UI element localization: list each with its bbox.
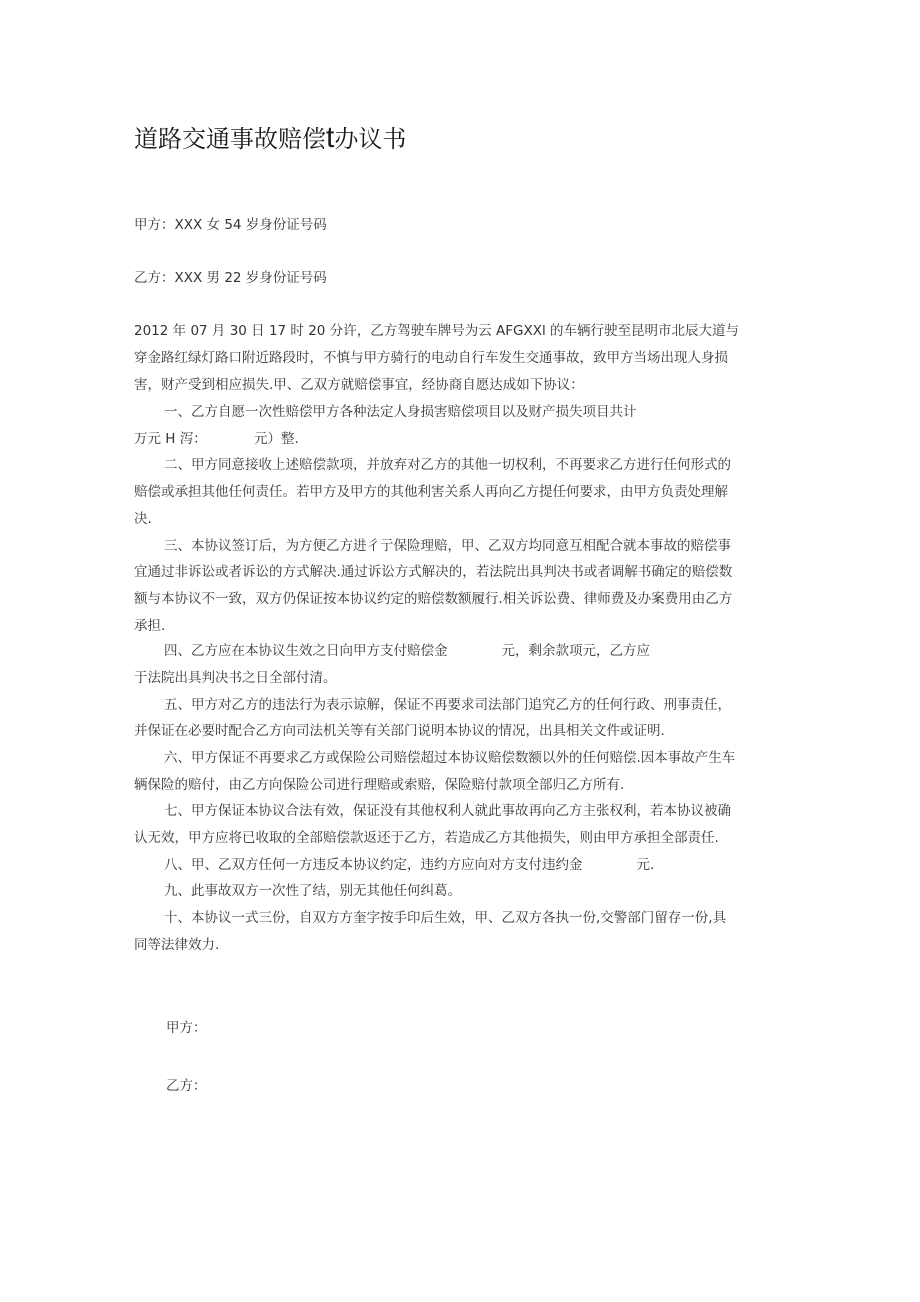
clause-6-line: 辆保险的赔付，由乙方向保险公司进行理赔或索赔，保险赔付款项全部归乙方所有. [134,777,625,793]
clause-7-line: 七、甲方保证本协议合法有效，保证没有其他权利人就此事故再向乙方主张权利，若本协议被确 [164,803,731,819]
clause-2-line: 赔偿或承担其他任何责任。若甲方及甲方的其他利害关系人再向乙方提任何要求，由甲方负责处理解 [134,484,728,500]
signature-party-b: 乙方： [166,1078,207,1094]
clause-9-line: 九、此事故双方一次性了结，别无其他任何纠葛。 [164,883,461,899]
clause-2-line: 决. [134,511,152,527]
signature-party-a: 甲方： [166,1020,207,1036]
clause-1-line: 万元 H 泻： 元）整. [134,431,299,447]
clause-4-line: 四、乙方应在本协议生效之日向甲方支付赔偿金 元，剩余款项元，乙方应 [164,643,650,659]
clause-1-line: 一、乙方自愿一次性赔偿甲方各种法定人身损害赔偿项目以及财产损失项目共计 [164,404,637,420]
intro-line: 穿金路红绿灯路口附近路段时，不慎与甲方骑行的电动自行车发生交通事故，致甲方当场出现人身损 [134,350,728,366]
intro-line: 害，财产受到相应损失.甲、乙双方就赔偿事宜，经协商自愿达成如下协议： [134,377,584,393]
clause-3-line: 额与本协议不一致，双方仍保证按本协议约定的赔偿数额履行.相关诉讼费、律师费及办案费用由乙方 [134,591,733,607]
clause-10-line: 同等法律效力. [134,937,220,953]
clause-8-line: 八、甲、乙双方任何一方违反本协议约定，违约方应向对方支付违约金 元. [164,857,655,873]
document-title: 道路交通事故赔偿t办议书 [134,121,407,154]
party-a-line: 甲方：XXX 女 54 岁身份证号码 [134,217,327,233]
clause-3-line: 宜通过非诉讼或者诉讼的方式解决.通过诉讼方式解决的，若法院出具判决书或者调解书确定的赔偿数 [134,564,733,580]
intro-line: 2012 年 07 月 30 日 17 时 20 分许，乙方驾驶车牌号为云 AFGXXl 的车辆行驶至昆明市北辰大道与 [134,323,739,339]
clause-5-line: 并保证在必要时配合乙方向司法机关等有关部门说明本协议的情况，出具相关文件或证明. [134,723,665,739]
clause-5-line: 五、甲方对乙方的违法行为表示谅解，保证不再要求司法部门追究乙方的任何行政、刑事责任， [164,697,731,713]
clause-7-line: 认无效，甲方应将已收取的全部赔偿款返还于乙方，若造成乙方其他损失，则由甲方承担全部责任. [134,830,719,846]
title-stray-glyph: t [326,121,335,154]
clause-6-line: 六、甲方保证不再要求乙方或保险公司赔偿超过本协议赔偿数额以外的任何赔偿.因本事故产生车 [164,750,736,766]
clause-3-line: 三、本协议签订后，为方便乙方进彳亍保险理赔，甲、乙双方均同意互相配合就本事故的赔偿事 [164,538,731,554]
clause-3-line: 承担. [134,618,166,634]
party-b-line: 乙方：XXX 男 22 岁身份证号码 [134,270,327,286]
clause-10-line: 十、本协议一式三份，自双方方奎字按手印后生效，甲、乙双方各执一份,交警部门留存一份,具 [164,910,727,926]
clause-2-line: 二、甲方同意接收上述赔偿款项，并放弃对乙方的其他一切权利，不再要求乙方进行任何形式的 [164,457,731,473]
clause-4-line: 于法院出具判决书之日全部付清。 [134,670,337,686]
